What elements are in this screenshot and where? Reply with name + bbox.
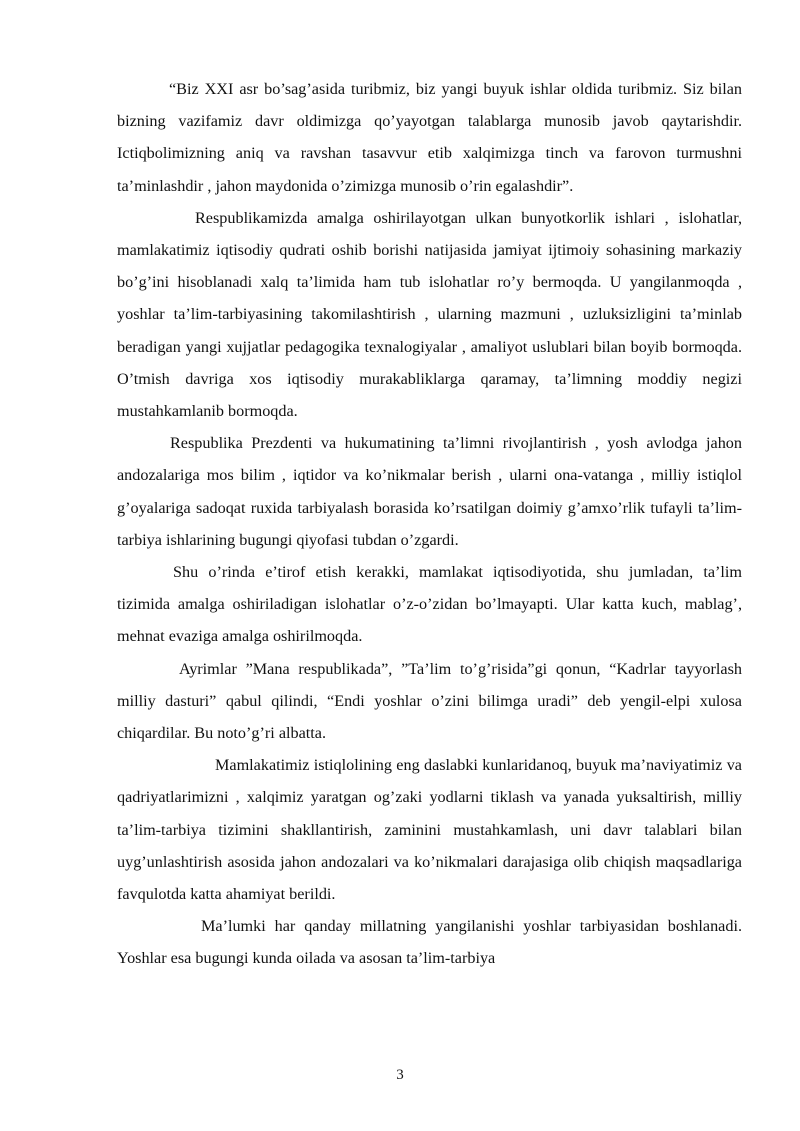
page-number: 3: [396, 1067, 404, 1083]
paragraph-1: “Biz XXI asr bo’sag’asida turibmiz, biz yangi buyuk ishlar oldida turibmiz. Siz bilan bizning vazifamiz davr oldimizga qo’yayotgan talablarga munosib javob qaytarishdir. Ictiqbolimizning aniq va ravshan tasavvur etib xalqimizga tinch va farovon turmushni ta’minlashdir , jahon maydonida o’zimizga munosib o’rin egalashdir”.: [117, 80, 742, 195]
paragraph-3: Respublika Prezdenti va hukumatining ta’limni rivojlantirish , yosh avlodga jahon andozalariga mos bilim , iqtidor va ko’nikmalar berish , ularni ona-vatanga , milliy istiqlol g’oyalariga sadoqat ruxida tarbiyalash borasida ko’rsatilgan doimiy g’amxo’rlik tufayli ta’lim-tarbiya ishlarining bugungi qiyofasi tubdan o’zgardi.: [117, 434, 742, 549]
paragraph-7: Ma’lumki har qanday millatning yangilanishi yoshlar tarbiyasidan boshlanadi. Yoshlar esa bugungi kunda oilada va asosan ta’lim-tarbiya: [117, 917, 742, 968]
paragraph-2: Respublikamizda amalga oshirilayotgan ulkan bunyotkorlik ishlari , islohatlar, mamlakatimiz iqtisodiy qudrati oshib borishi natijasida jamiyat ijtimoiy sohasining markaziy bo’g’ini hisoblanadi xalq ta’limida ham tub islohatlar ro’y bermoqda. U yangilanmoqda , yoshlar ta’lim-tarbiyasining takomilashtirish , ularning mazmuni , uzluksizligini ta’minlab beradigan yangi xujjatlar pedagogika texnalogiyalar , amaliyot uslublari bilan boyib bormoqda. O’tmish davriga xos iqtisodiy murakabliklarga qaramay, ta’limning moddiy negizi mustahkamlanib bormoqda.: [117, 208, 742, 421]
paragraph-4: Shu o’rinda e’tirof etish kerakki, mamlakat iqtisodiyotida, shu jumladan, ta’lim tizimida amalga oshiriladigan islohatlar o’z-o’zidan bo’lmayapti. Ular katta kuch, mablag’, mehnat evaziga amalga oshirilmoqda.: [117, 563, 742, 646]
paragraph-5: Ayrimlar ”Mana respublikada”, ”Ta’lim to’g’risida”gi qonun, “Kadrlar tayyorlash milliy dasturi” qabul qilindi, “Endi yoshlar o’zini bilimga uradi” deb yengil-elpi xulosa chiqardilar. Bu noto’g’ri albatta.: [117, 659, 742, 743]
page-body: [117, 73, 742, 975]
paragraph-6: Mamlakatimiz istiqlolining eng daslabki kunlaridanoq, buyuk ma’naviyatimiz va qadriyatlarimizni , xalqimiz yaratgan og’zaki yodlarni tiklash va yanada yuksaltirish, milliy ta’lim-tarbiya tizimini shakllantirish, zaminini mustahkamlash, uni davr talablari bilan uyg’unlashtirish asosida jahon andozalari va ko’nikmalari darajasiga olib chiqish maqsadlariga favqulotda katta ahamiyat berildi.: [117, 756, 742, 904]
